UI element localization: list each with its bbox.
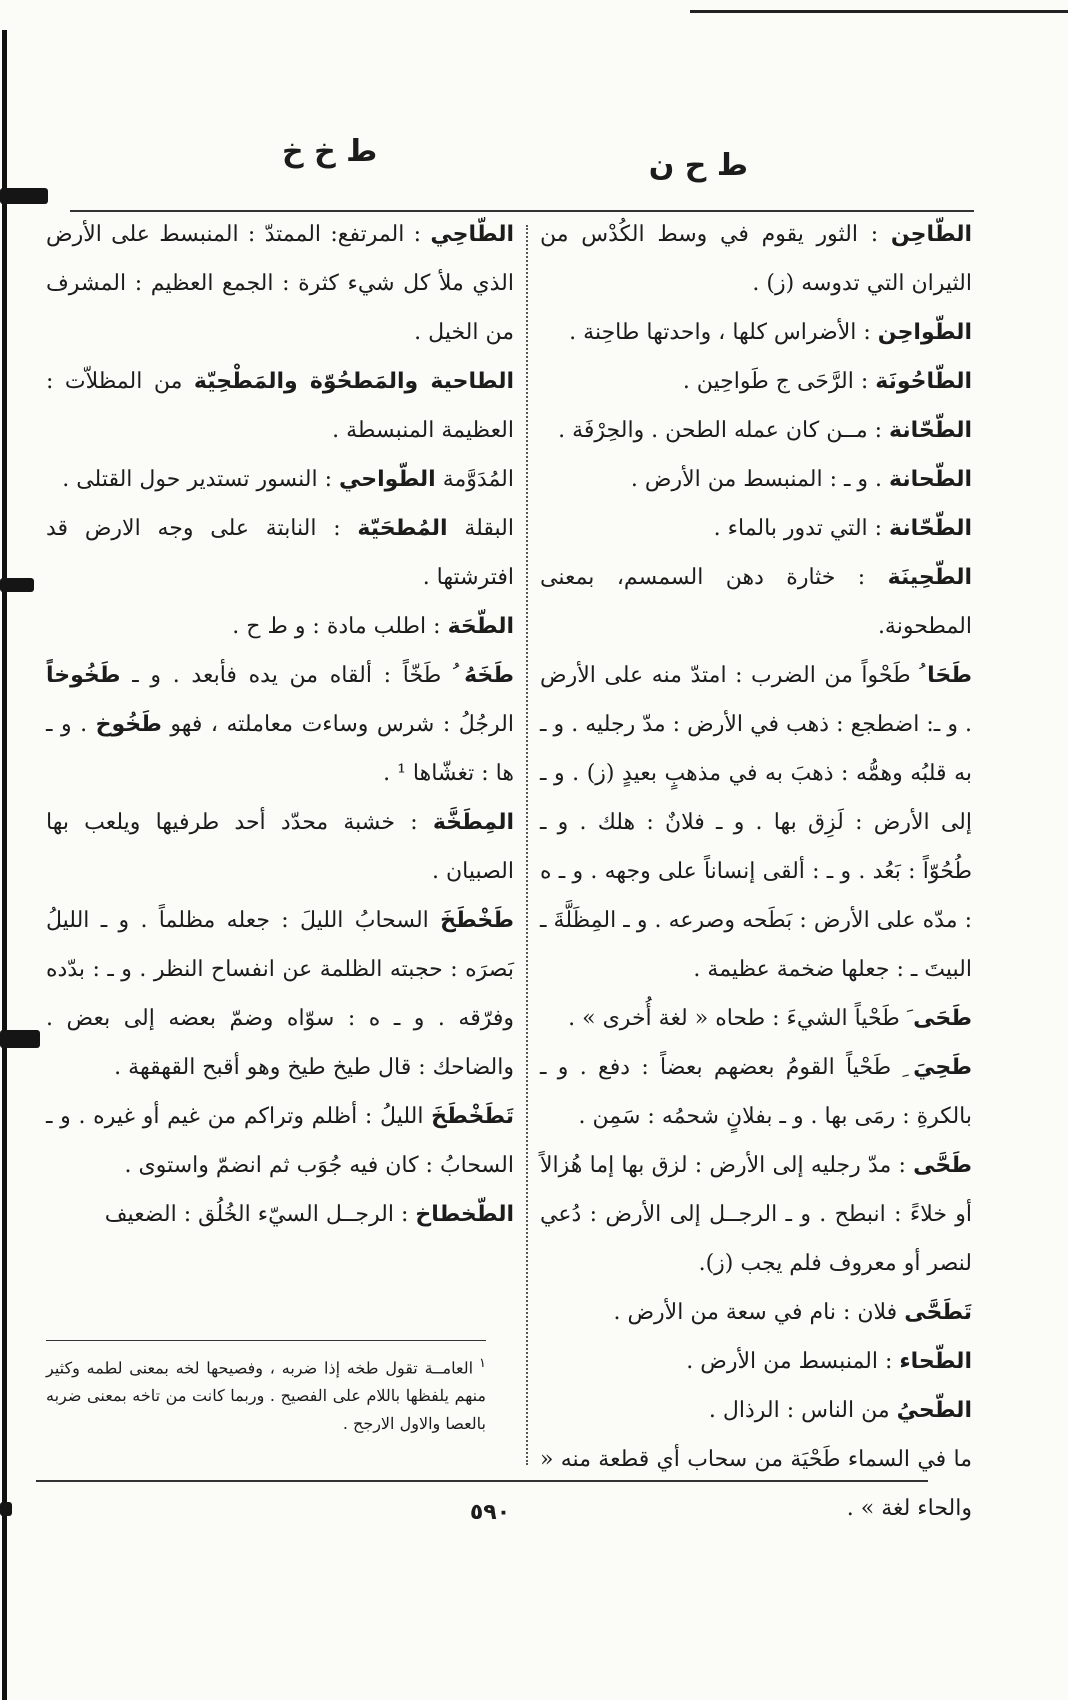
- definition: : الثور يقوم في وسط الكُدْس من الثيران التي تدوسه (ز) .: [540, 222, 972, 296]
- header-root-right: ط ح ن: [648, 148, 748, 183]
- definition: : خثارة دهن السمسم، بمعنى المطحونة.: [540, 565, 972, 639]
- headword: طَحَّى: [913, 1153, 972, 1178]
- dictionary-entry: [46, 896, 514, 1092]
- definition: : مــن كان عمله الطحن . والحِرْفَة .: [558, 418, 890, 443]
- headword: تَطَحَّى: [904, 1300, 972, 1325]
- dictionary-entry: [540, 504, 972, 553]
- header-root-left: ط خ خ: [282, 134, 378, 169]
- definition: الرجُلُ : شرس وساءت معاملته ، فهو: [161, 712, 514, 737]
- definition: من الناس : الرذال .: [708, 1398, 897, 1423]
- headword: طَخُوخ: [95, 712, 162, 737]
- dictionary-entry: [46, 210, 514, 357]
- edge-mark: [0, 188, 48, 204]
- dictionary-entry: [540, 1337, 972, 1386]
- headword: تَطَخْطَخَ: [431, 1104, 514, 1129]
- headword: الطّحاء: [899, 1349, 972, 1374]
- dictionary-entry: [46, 455, 514, 504]
- definition: َ طَحْياً الشيءَ : طحاه « لغة أُخرى » .: [568, 1006, 914, 1031]
- definition: المُدَوَّمة: [435, 467, 514, 492]
- dictionary-entry: [540, 308, 972, 357]
- headword: المُطحَيّة: [357, 516, 448, 541]
- definition: : النابتة على وجه الارض قد افترشتها .: [46, 516, 514, 590]
- dictionary-entry: [46, 1092, 514, 1190]
- headword: الطّحانة: [889, 467, 972, 492]
- edge-mark: [0, 1502, 12, 1516]
- definition: الليلُ : أظلم وتراكم من غيم أو غيره . و ـ السحابُ : كان فيه جُوَب ثم انضمّ واستوى .: [46, 1104, 514, 1178]
- headword: طَحَى: [913, 1006, 972, 1031]
- definition: : النسور تستدير حول القتلى .: [62, 467, 340, 492]
- dictionary-entry: [540, 455, 972, 504]
- column-divider: [526, 225, 528, 1465]
- definition: : الرجــل السيّء الخُلُق : الضعيف: [104, 1202, 416, 1227]
- left-margin-bar: [2, 30, 7, 1700]
- definition: : اطلب مادة : و ط ح .: [232, 614, 448, 639]
- dictionary-entry: [540, 1043, 972, 1141]
- headword: الطّاحُونَة: [875, 369, 972, 394]
- dictionary-entry: [46, 798, 514, 896]
- top-edge-rule: [690, 10, 1068, 13]
- headword: طَحَا: [927, 663, 972, 688]
- headword: الطّحِينَة: [887, 565, 972, 590]
- dictionary-entry: [540, 357, 972, 406]
- headword: الطّحَة: [447, 614, 514, 639]
- definition: : مدّ رجليه إلى الأرض : لزق بها إما هُزالاً أو خلاءً : انبطح . و ـ الرجــل إلى الأرض : دُعي لنصر أو معروف فلم يجب (ز).: [540, 1153, 972, 1276]
- headword: الطاحية والمَطحُوّة والمَطْحِيّة: [193, 369, 515, 394]
- footnote-text: العامــة تقول طخه إذا ضربه ، وفصيحها لخه بمعنى لطمه وكثير منهم يلفظها باللام على الفصيح . وربما كانت من تاخه بمعنى ضربه بالعصا والاول الارجح .: [46, 1358, 487, 1434]
- dictionary-entry: [540, 1386, 972, 1435]
- footnote: [46, 1350, 486, 1438]
- definition: ُ طَخّاً : ألقاه من يده فأبعد . و ـ: [120, 663, 465, 688]
- headword: الطّحّانة: [889, 516, 972, 541]
- dictionary-entry: [540, 651, 972, 994]
- headword: المِطَخَّة: [432, 810, 514, 835]
- dictionary-entry: [46, 504, 514, 602]
- edge-mark: [0, 578, 34, 592]
- headword: الطّحّانة: [889, 418, 972, 443]
- definition: : الرَّحَى ج طَواحِين .: [682, 369, 876, 394]
- bottom-rule: [36, 1480, 928, 1482]
- edge-mark: [0, 1030, 40, 1048]
- headword: الطّواحي: [339, 467, 436, 492]
- page-header: [0, 134, 1068, 188]
- dictionary-entry: [540, 1141, 972, 1288]
- headword: الطّاحِن: [890, 222, 972, 247]
- definition: : التي تدور بالماء .: [713, 516, 890, 541]
- headword: طَخُوخاً: [46, 663, 121, 688]
- dictionary-entry: [46, 651, 514, 798]
- dictionary-entry: [540, 210, 972, 308]
- definition: ِ طَحْياً القومُ بعضهم بعضاً : دفع . و ـ بالكرةِ : رمَى بها . و ـ بفلانٍ شحمُه : سَمِن .: [540, 1055, 972, 1129]
- definition: : الأضراس كلها ، واحدتها طاحِنة .: [569, 320, 878, 345]
- dictionary-entry: [540, 994, 972, 1043]
- dictionary-entry: [46, 602, 514, 651]
- left-column: [46, 210, 514, 1239]
- headword: طَخْطَخَ: [440, 908, 514, 933]
- dictionary-entry: [540, 1288, 972, 1337]
- definition: ما في السماء طَحْيَة من سحاب أي قطعة منه « والحاء لغة » .: [540, 1447, 972, 1521]
- dictionary-entry: [46, 1190, 514, 1239]
- dictionary-entry: [540, 1435, 972, 1533]
- definition: . و ـ : المنبسط من الأرض .: [630, 467, 890, 492]
- definition: ُ طَحْواً من الضرب : امتدّ منه على الأرض . و ـ: اضطجع : ذهب في الأرض : مدّ رجليه . و ـ به قلبُه وهمُّه : ذهبَ به في مذهبٍ بعيدٍ (ز) . و ـ إلى الأرض : لَزِق بها . و ـ فلانٌ : هلك . و ـ طُحُوّاً : بَعُد . و ـ : ألقى إنساناً على وجهه . و ـ ه : مدّه على الأرض : بَطَحه وصرعه . و ـ المِظَلَّةَ ـ البيتَ ـ : جعلها ضخمة عظيمة .: [540, 663, 972, 982]
- page-number: ٥٩٠: [469, 1500, 511, 1525]
- definition: من المظلاّت : العظيمة المنبسطة .: [46, 369, 514, 443]
- headword: طَحِيَ: [913, 1055, 972, 1080]
- headword: الطّحيُ: [896, 1398, 972, 1423]
- footnote-rule: [46, 1340, 486, 1341]
- definition: : المنبسط من الأرض .: [686, 1349, 900, 1374]
- headword: الطّواحِن: [877, 320, 972, 345]
- headword: الطّاحِي: [430, 222, 514, 247]
- definition: فلان : نام في سعة من الأرض .: [613, 1300, 905, 1325]
- definition: : خشبة محدّد أحد طرفيها ويلعب بها الصبيان .: [46, 810, 514, 884]
- headword: طَخَهُ: [464, 663, 514, 688]
- footnote-number: ١: [479, 1356, 486, 1371]
- definition: البقلة: [447, 516, 515, 541]
- headword: الطّخطاخ: [415, 1202, 514, 1227]
- definition: السحابُ الليلَ : جعله مظلماً . و ـ الليلُ بَصرَه : حجبته الظلمة عن انفساح النظر . و ـ : بدّده وفرّقه . و ـ ه : سوّاه وضمّ بعضه إلى بعض . والضاحك : قال طيخ طيخ وهو أقبح القهقهة .: [46, 908, 514, 1080]
- dictionary-entry: [540, 553, 972, 651]
- definition: : المرتفع: الممتدّ : المنبسط على الأرض الذي ملأ كل شيء كثرة : الجمع العظيم : المشرف من الخيل .: [46, 222, 514, 345]
- right-column: [540, 210, 972, 1533]
- definition: . و ـ ها : تغشّاها ¹ .: [46, 712, 514, 786]
- dictionary-entry: [540, 406, 972, 455]
- dictionary-entry: [46, 357, 514, 455]
